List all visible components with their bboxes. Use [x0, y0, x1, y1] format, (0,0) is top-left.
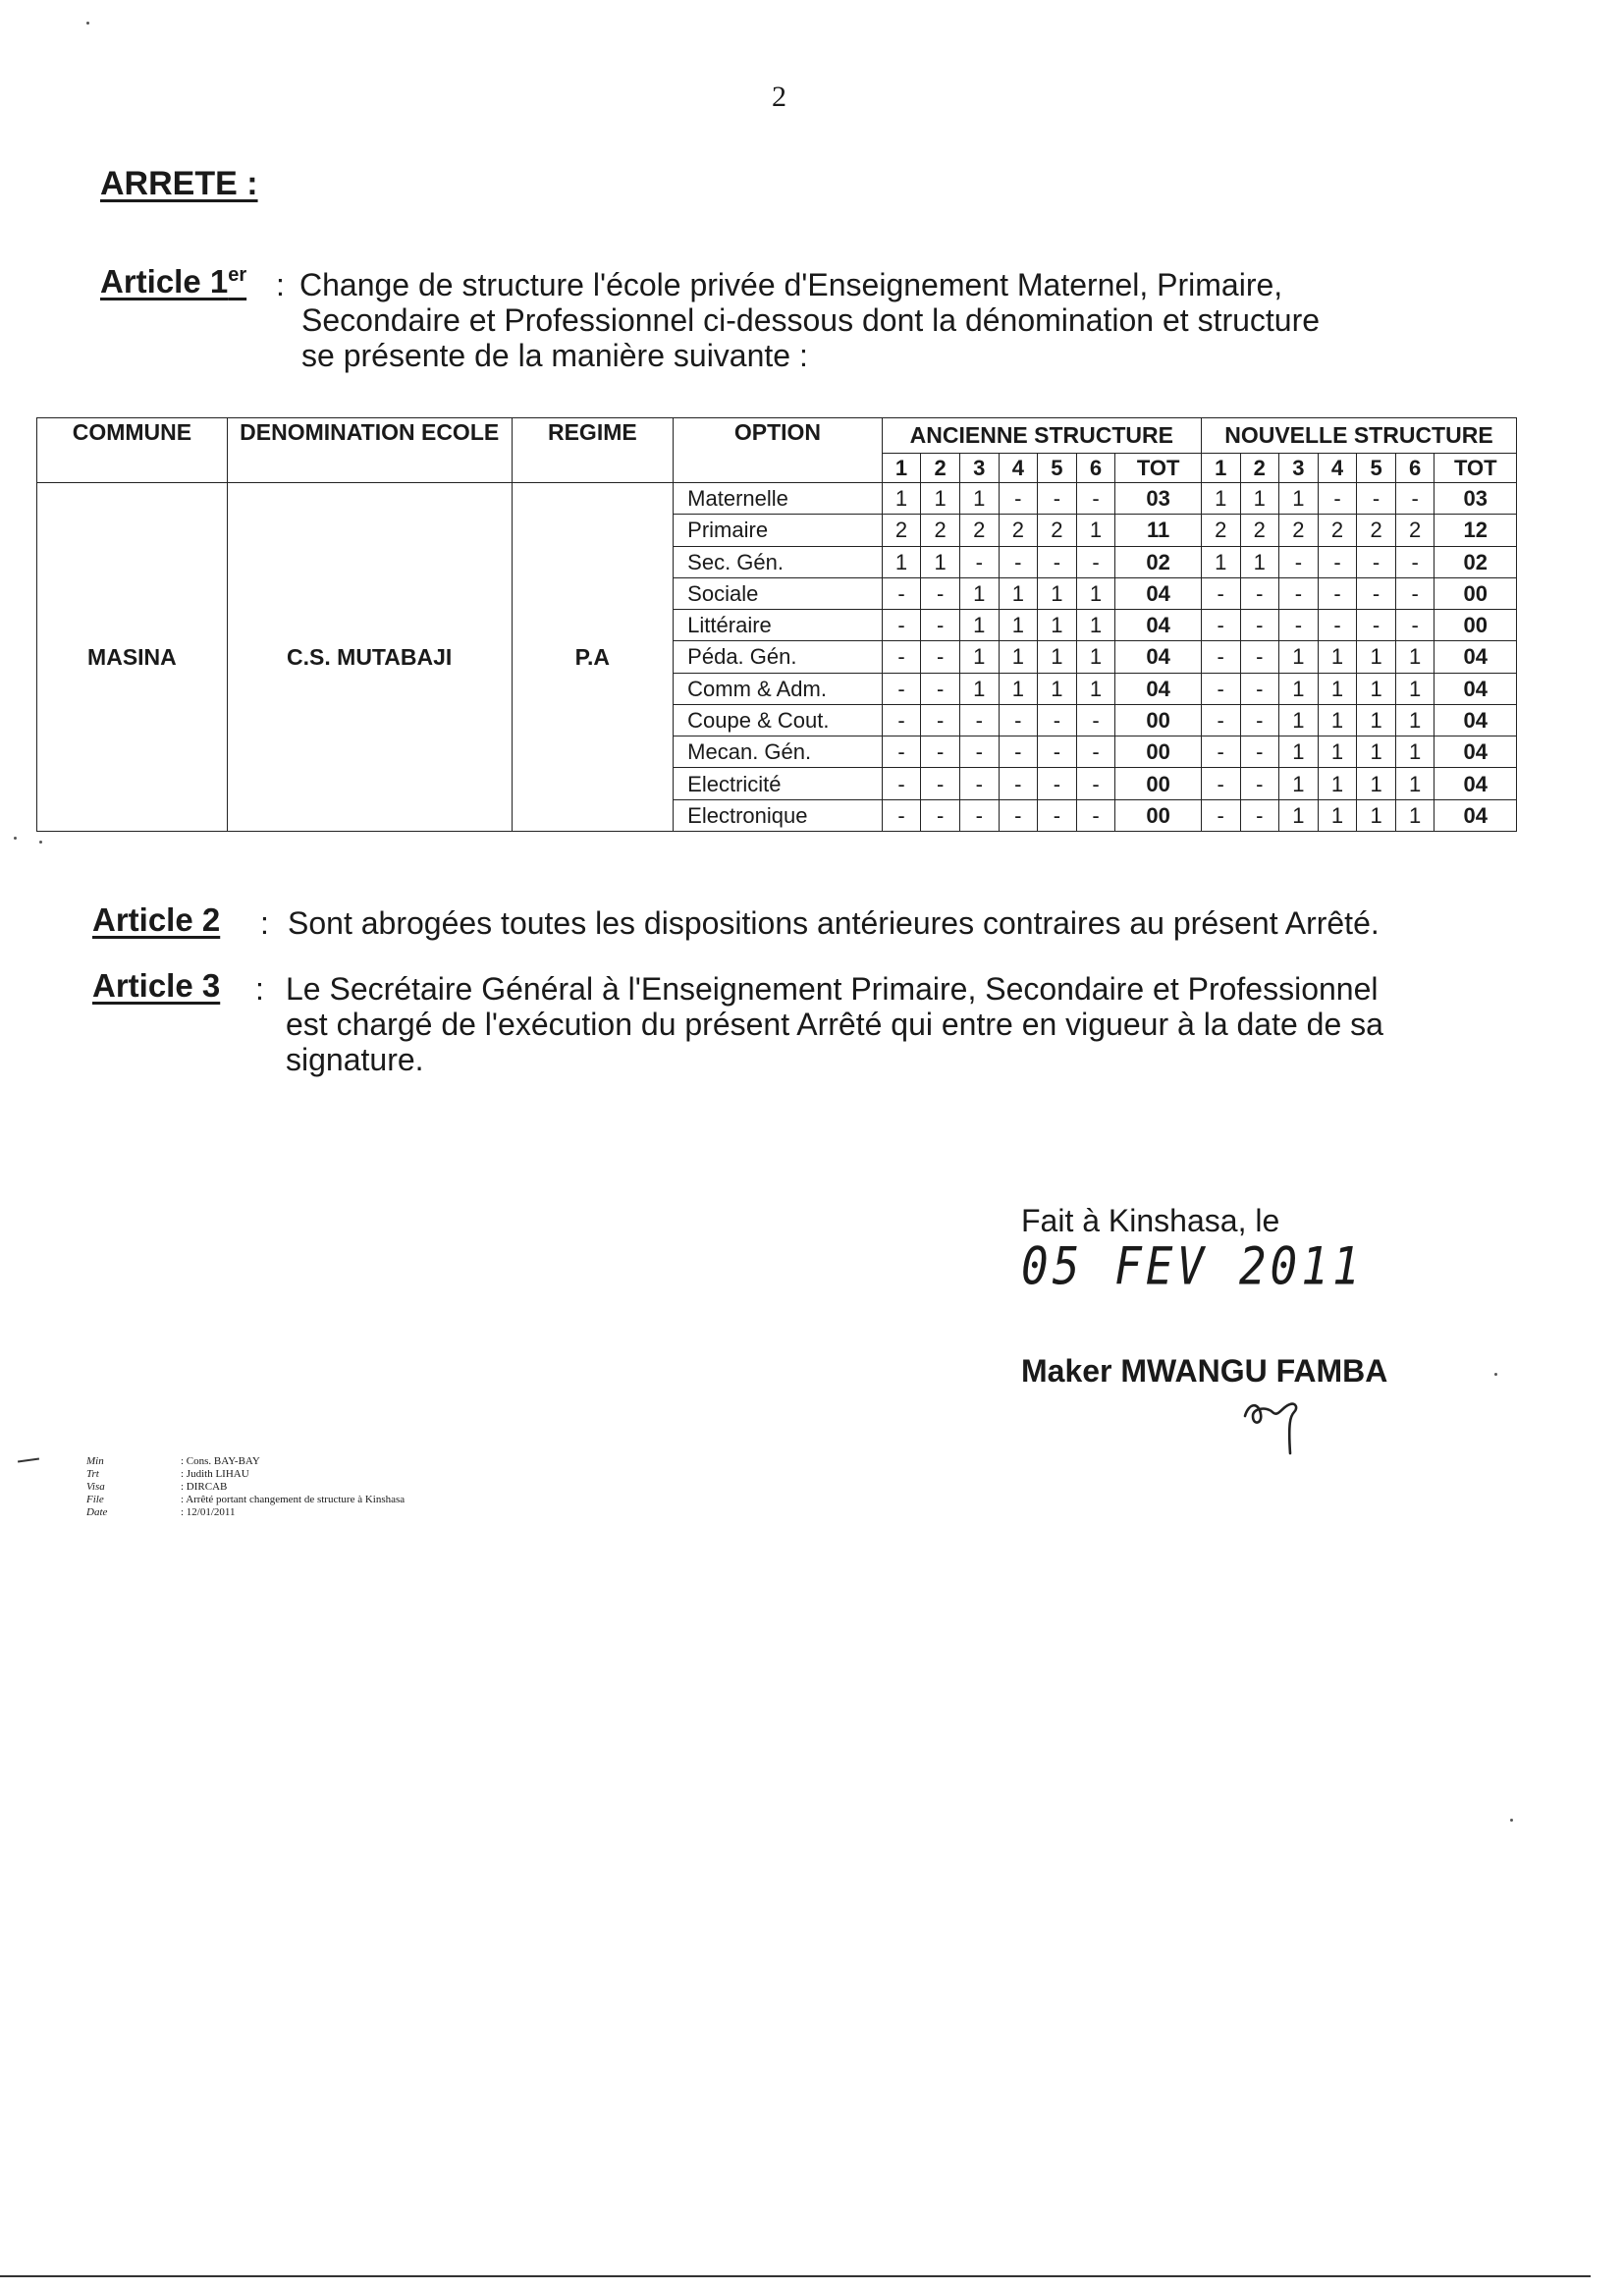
header-option: OPTION	[674, 418, 883, 483]
metadata-value: : 12/01/2011	[181, 1506, 236, 1518]
ancienne-year-2-cell: -	[921, 768, 960, 799]
nouvelle-year-3-cell: -	[1279, 610, 1319, 641]
file-metadata	[86, 1455, 405, 1519]
subheader-nouvelle-2: 2	[1240, 454, 1279, 483]
nouvelle-year-5-cell: -	[1357, 610, 1396, 641]
nouvelle-year-6-cell: -	[1395, 483, 1435, 515]
nouvelle-total-cell: 02	[1435, 546, 1517, 577]
ancienne-year-2-cell: -	[921, 704, 960, 736]
metadata-value: : Arrêté portant changement de structure à Kinshasa	[181, 1494, 406, 1505]
regime-cell: P.A	[512, 483, 674, 832]
nouvelle-year-4-cell: 1	[1318, 768, 1357, 799]
article-3-colon: :	[255, 971, 264, 1007]
metadata-key: Trt	[86, 1468, 99, 1480]
ancienne-year-4-cell: -	[999, 483, 1038, 515]
scan-speck	[39, 841, 42, 844]
nouvelle-year-6-cell: 1	[1395, 704, 1435, 736]
ancienne-year-6-cell: 1	[1076, 577, 1115, 609]
metadata-key: Visa	[86, 1481, 105, 1493]
structure-table	[36, 417, 1517, 832]
metadata-line	[86, 1468, 405, 1481]
ancienne-year-3-cell: -	[959, 736, 999, 768]
nouvelle-year-4-cell: 1	[1318, 704, 1357, 736]
ancienne-year-4-cell: 1	[999, 673, 1038, 704]
nouvelle-total-cell: 04	[1435, 799, 1517, 831]
ancienne-year-5-cell: -	[1038, 483, 1077, 515]
nouvelle-year-5-cell: 1	[1357, 799, 1396, 831]
ancienne-year-4-cell: -	[999, 736, 1038, 768]
ancienne-year-4-cell: -	[999, 799, 1038, 831]
subheader-ancienne-6: 6	[1076, 454, 1115, 483]
ancienne-year-2-cell: -	[921, 736, 960, 768]
option-cell: Sociale	[674, 577, 883, 609]
nouvelle-total-cell: 00	[1435, 577, 1517, 609]
nouvelle-year-4-cell: 1	[1318, 799, 1357, 831]
nouvelle-year-1-cell: -	[1201, 799, 1240, 831]
ancienne-year-3-cell: -	[959, 768, 999, 799]
ancienne-year-4-cell: 1	[999, 577, 1038, 609]
ancienne-year-5-cell: -	[1038, 546, 1077, 577]
nouvelle-year-3-cell: 1	[1279, 641, 1319, 673]
nouvelle-year-3-cell: 1	[1279, 673, 1319, 704]
ancienne-year-5-cell: 2	[1038, 515, 1077, 546]
nouvelle-year-2-cell: -	[1240, 577, 1279, 609]
nouvelle-year-6-cell: -	[1395, 577, 1435, 609]
subheader-ancienne-4: 4	[999, 454, 1038, 483]
ancienne-total-cell: 03	[1115, 483, 1202, 515]
header-nouvelle-structure: NOUVELLE STRUCTURE	[1201, 418, 1516, 454]
ancienne-year-5-cell: -	[1038, 768, 1077, 799]
ancienne-year-1-cell: 2	[882, 515, 921, 546]
nouvelle-year-1-cell: -	[1201, 577, 1240, 609]
article-1-colon: :	[276, 267, 285, 302]
ancienne-total-cell: 00	[1115, 704, 1202, 736]
nouvelle-year-2-cell: 1	[1240, 546, 1279, 577]
nouvelle-total-cell: 04	[1435, 736, 1517, 768]
nouvelle-year-2-cell: -	[1240, 704, 1279, 736]
nouvelle-year-4-cell: 1	[1318, 673, 1357, 704]
header-ancienne-structure: ANCIENNE STRUCTURE	[882, 418, 1201, 454]
ancienne-year-2-cell: -	[921, 641, 960, 673]
subheader-nouvelle-6: 6	[1395, 454, 1435, 483]
nouvelle-year-4-cell: 2	[1318, 515, 1357, 546]
date-stamp: 05 FEV 2011	[1021, 1234, 1364, 1297]
subheader-ancienne-2: 2	[921, 454, 960, 483]
ancienne-total-cell: 04	[1115, 673, 1202, 704]
nouvelle-total-cell: 00	[1435, 610, 1517, 641]
nouvelle-year-2-cell: -	[1240, 768, 1279, 799]
ancienne-year-3-cell: 1	[959, 483, 999, 515]
ancienne-year-1-cell: 1	[882, 546, 921, 577]
nouvelle-year-4-cell: 1	[1318, 736, 1357, 768]
nouvelle-year-6-cell: 1	[1395, 736, 1435, 768]
ancienne-year-1-cell: -	[882, 577, 921, 609]
handwritten-signature	[1239, 1394, 1308, 1463]
nouvelle-year-2-cell: -	[1240, 736, 1279, 768]
article-2-text: Sont abrogées toutes les dispositions antérieures contraires au présent Arrêté.	[288, 905, 1380, 941]
ancienne-year-1-cell: -	[882, 641, 921, 673]
ancienne-year-2-cell: -	[921, 577, 960, 609]
nouvelle-total-cell: 04	[1435, 641, 1517, 673]
option-cell: Primaire	[674, 515, 883, 546]
nouvelle-year-1-cell: 1	[1201, 546, 1240, 577]
nouvelle-total-cell: 12	[1435, 515, 1517, 546]
subheader-ancienne-1: 1	[882, 454, 921, 483]
nouvelle-year-4-cell: 1	[1318, 641, 1357, 673]
nouvelle-year-5-cell: -	[1357, 546, 1396, 577]
nouvelle-year-3-cell: 1	[1279, 736, 1319, 768]
nouvelle-year-2-cell: -	[1240, 610, 1279, 641]
ancienne-total-cell: 04	[1115, 577, 1202, 609]
table-row	[37, 483, 1517, 515]
document-heading: ARRETE :	[100, 165, 258, 202]
commune-cell: MASINA	[37, 483, 228, 832]
nouvelle-year-6-cell: -	[1395, 610, 1435, 641]
signatory-name: Maker MWANGU FAMBA	[1021, 1353, 1388, 1389]
metadata-value: : DIRCAB	[181, 1481, 228, 1493]
nouvelle-year-3-cell: 2	[1279, 515, 1319, 546]
ancienne-year-6-cell: -	[1076, 483, 1115, 515]
margin-tick-mark	[18, 1457, 39, 1462]
header-denomination: DENOMINATION ECOLE	[227, 418, 512, 483]
signature-place-date: Fait à Kinshasa, le 05 FEV 2011	[1021, 1203, 1364, 1297]
nouvelle-year-5-cell: -	[1357, 483, 1396, 515]
ancienne-year-3-cell: 1	[959, 610, 999, 641]
option-cell: Electronique	[674, 799, 883, 831]
ancienne-year-6-cell: -	[1076, 704, 1115, 736]
nouvelle-year-1-cell: -	[1201, 641, 1240, 673]
subheader-nouvelle-4: 4	[1318, 454, 1357, 483]
nouvelle-year-5-cell: 1	[1357, 641, 1396, 673]
article-1-label: Article 1er	[100, 263, 247, 300]
ancienne-year-6-cell: -	[1076, 799, 1115, 831]
metadata-value: : Cons. BAY-BAY	[181, 1455, 260, 1467]
subheader-nouvelle-3: 3	[1279, 454, 1319, 483]
ancienne-total-cell: 02	[1115, 546, 1202, 577]
article-3-label: Article 3	[92, 967, 221, 1004]
ancienne-year-6-cell: 1	[1076, 673, 1115, 704]
article-3-text: Le Secrétaire Général à l'Enseignement Primaire, Secondaire et Professionnel est chargé de l'exécution du présent Arrêté qui entre en vigueur à la date de sa signature.	[286, 971, 1383, 1077]
header-commune: COMMUNE	[37, 418, 228, 483]
nouvelle-year-3-cell: -	[1279, 546, 1319, 577]
ancienne-year-4-cell: 1	[999, 610, 1038, 641]
ancienne-year-6-cell: -	[1076, 768, 1115, 799]
nouvelle-year-5-cell: 1	[1357, 673, 1396, 704]
metadata-line	[86, 1494, 405, 1506]
nouvelle-year-4-cell: -	[1318, 577, 1357, 609]
nouvelle-year-5-cell: 2	[1357, 515, 1396, 546]
nouvelle-year-5-cell: 1	[1357, 736, 1396, 768]
ancienne-year-2-cell: -	[921, 673, 960, 704]
nouvelle-year-2-cell: 1	[1240, 483, 1279, 515]
nouvelle-year-3-cell: 1	[1279, 799, 1319, 831]
ancienne-year-2-cell: 1	[921, 546, 960, 577]
ancienne-year-5-cell: 1	[1038, 641, 1077, 673]
ancienne-year-1-cell: -	[882, 799, 921, 831]
ancienne-year-2-cell: 2	[921, 515, 960, 546]
subheader-nouvelle-1: 1	[1201, 454, 1240, 483]
nouvelle-year-2-cell: -	[1240, 641, 1279, 673]
ancienne-year-6-cell: -	[1076, 546, 1115, 577]
article-2-label: Article 2	[92, 901, 221, 938]
subheader-nouvelle-5: 5	[1357, 454, 1396, 483]
ancienne-year-1-cell: -	[882, 673, 921, 704]
ancienne-total-cell: 04	[1115, 610, 1202, 641]
scan-speck	[1494, 1373, 1497, 1376]
nouvelle-year-6-cell: 1	[1395, 673, 1435, 704]
option-cell: Coupe & Cout.	[674, 704, 883, 736]
option-cell: Sec. Gén.	[674, 546, 883, 577]
scan-speck	[14, 837, 17, 840]
scan-speck	[1510, 1819, 1513, 1822]
option-cell: Mecan. Gén.	[674, 736, 883, 768]
ancienne-year-4-cell: 1	[999, 641, 1038, 673]
metadata-key: Min	[86, 1455, 104, 1467]
ancienne-year-5-cell: 1	[1038, 610, 1077, 641]
ancienne-year-2-cell: -	[921, 799, 960, 831]
ancienne-total-cell: 00	[1115, 768, 1202, 799]
ancienne-year-5-cell: -	[1038, 799, 1077, 831]
subheader-nouvelle-tot: TOT	[1435, 454, 1517, 483]
ancienne-year-6-cell: -	[1076, 736, 1115, 768]
nouvelle-year-5-cell: -	[1357, 577, 1396, 609]
nouvelle-year-1-cell: -	[1201, 768, 1240, 799]
nouvelle-year-1-cell: -	[1201, 704, 1240, 736]
ancienne-year-5-cell: -	[1038, 704, 1077, 736]
ancienne-year-3-cell: -	[959, 799, 999, 831]
nouvelle-year-5-cell: 1	[1357, 768, 1396, 799]
nouvelle-year-6-cell: 2	[1395, 515, 1435, 546]
nouvelle-total-cell: 04	[1435, 673, 1517, 704]
nouvelle-year-3-cell: 1	[1279, 704, 1319, 736]
metadata-line	[86, 1455, 405, 1468]
subheader-ancienne-3: 3	[959, 454, 999, 483]
ancienne-year-4-cell: 2	[999, 515, 1038, 546]
ancienne-total-cell: 00	[1115, 799, 1202, 831]
article-2-colon: :	[260, 905, 269, 941]
nouvelle-year-6-cell: 1	[1395, 768, 1435, 799]
ancienne-year-5-cell: 1	[1038, 673, 1077, 704]
nouvelle-year-4-cell: -	[1318, 546, 1357, 577]
metadata-key: Date	[86, 1506, 108, 1518]
metadata-line	[86, 1481, 405, 1494]
ancienne-year-1-cell: -	[882, 704, 921, 736]
ancienne-year-3-cell: 1	[959, 673, 999, 704]
ancienne-year-6-cell: 1	[1076, 641, 1115, 673]
nouvelle-year-1-cell: -	[1201, 736, 1240, 768]
metadata-value: : Judith LIHAU	[181, 1468, 249, 1480]
nouvelle-year-3-cell: 1	[1279, 768, 1319, 799]
nouvelle-total-cell: 03	[1435, 483, 1517, 515]
ancienne-year-3-cell: -	[959, 546, 999, 577]
nouvelle-year-2-cell: -	[1240, 673, 1279, 704]
nouvelle-year-4-cell: -	[1318, 610, 1357, 641]
nouvelle-year-4-cell: -	[1318, 483, 1357, 515]
nouvelle-year-1-cell: -	[1201, 610, 1240, 641]
ancienne-year-4-cell: -	[999, 546, 1038, 577]
ancienne-total-cell: 04	[1115, 641, 1202, 673]
ancienne-year-3-cell: 2	[959, 515, 999, 546]
ancienne-total-cell: 00	[1115, 736, 1202, 768]
header-regime: REGIME	[512, 418, 674, 483]
ancienne-total-cell: 11	[1115, 515, 1202, 546]
nouvelle-year-5-cell: 1	[1357, 704, 1396, 736]
nouvelle-year-1-cell: 2	[1201, 515, 1240, 546]
ancienne-year-4-cell: -	[999, 704, 1038, 736]
nouvelle-year-6-cell: 1	[1395, 641, 1435, 673]
ancienne-year-1-cell: 1	[882, 483, 921, 515]
ancienne-year-5-cell: 1	[1038, 577, 1077, 609]
ancienne-year-3-cell: 1	[959, 641, 999, 673]
ancienne-year-6-cell: 1	[1076, 610, 1115, 641]
article-1-text: Change de structure l'école privée d'Enseignement Maternel, Primaire, Secondaire et Professionnel ci-dessous dont la dénomination et structure se présente de la manière suivante :	[299, 267, 1321, 373]
ancienne-year-1-cell: -	[882, 736, 921, 768]
option-cell: Electricité	[674, 768, 883, 799]
scan-edge-line	[0, 2275, 1591, 2277]
metadata-line	[86, 1506, 405, 1519]
nouvelle-year-1-cell: -	[1201, 673, 1240, 704]
ancienne-year-3-cell: -	[959, 704, 999, 736]
page-number: 2	[772, 81, 786, 113]
nouvelle-year-3-cell: -	[1279, 577, 1319, 609]
metadata-key: File	[86, 1494, 104, 1505]
ancienne-year-2-cell: -	[921, 610, 960, 641]
nouvelle-year-3-cell: 1	[1279, 483, 1319, 515]
ancienne-year-3-cell: 1	[959, 577, 999, 609]
ancienne-year-1-cell: -	[882, 610, 921, 641]
scan-speck	[86, 22, 89, 25]
ancienne-year-1-cell: -	[882, 768, 921, 799]
option-cell: Littéraire	[674, 610, 883, 641]
denomination-cell: C.S. MUTABAJI	[227, 483, 512, 832]
nouvelle-total-cell: 04	[1435, 704, 1517, 736]
nouvelle-year-2-cell: -	[1240, 799, 1279, 831]
option-cell: Maternelle	[674, 483, 883, 515]
ancienne-year-4-cell: -	[999, 768, 1038, 799]
subheader-ancienne-tot: TOT	[1115, 454, 1202, 483]
option-cell: Péda. Gén.	[674, 641, 883, 673]
nouvelle-total-cell: 04	[1435, 768, 1517, 799]
ancienne-year-2-cell: 1	[921, 483, 960, 515]
ancienne-year-5-cell: -	[1038, 736, 1077, 768]
nouvelle-year-6-cell: -	[1395, 546, 1435, 577]
option-cell: Comm & Adm.	[674, 673, 883, 704]
nouvelle-year-2-cell: 2	[1240, 515, 1279, 546]
subheader-ancienne-5: 5	[1038, 454, 1077, 483]
nouvelle-year-6-cell: 1	[1395, 799, 1435, 831]
nouvelle-year-1-cell: 1	[1201, 483, 1240, 515]
ancienne-year-6-cell: 1	[1076, 515, 1115, 546]
